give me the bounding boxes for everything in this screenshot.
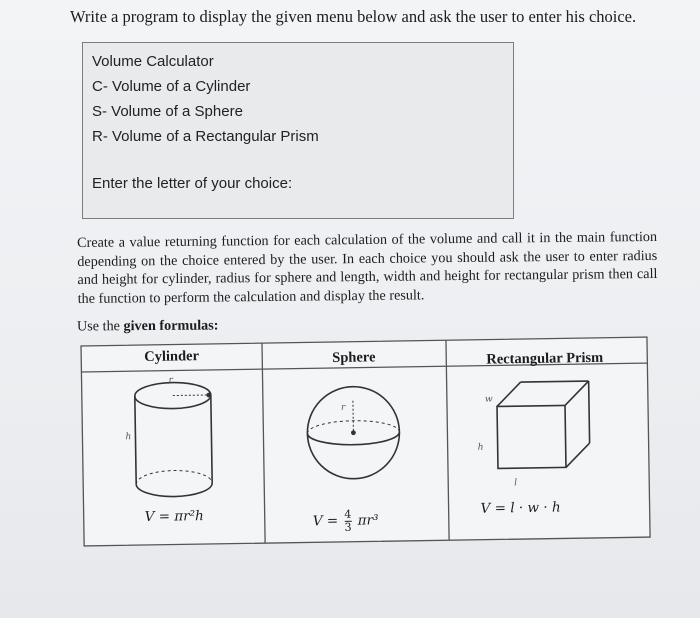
prism-length-label: l bbox=[514, 478, 518, 489]
menu-box bbox=[82, 42, 514, 219]
formulas-table bbox=[80, 336, 651, 548]
sphere-formula bbox=[313, 508, 379, 534]
sphere-fraction-denominator: 3 bbox=[344, 520, 352, 534]
cylinder-height-label: h bbox=[125, 432, 132, 443]
cylinder-radius-label: r bbox=[168, 375, 173, 386]
cylinder-formula: V = πr²h bbox=[144, 508, 204, 526]
sphere-title: Sphere bbox=[332, 349, 376, 367]
assignment-heading: Write a program to display the given menu below and ask the user to enter his choice. bbox=[70, 7, 637, 26]
prism-height-label: h bbox=[477, 442, 484, 453]
menu-prompt: Enter the letter of your choice: bbox=[92, 175, 293, 192]
sphere-fraction-numerator: 4 bbox=[344, 507, 352, 521]
sphere-radius-label: r bbox=[340, 402, 346, 413]
menu-option-cylinder: C- Volume of a Cylinder bbox=[92, 78, 251, 95]
sphere-formula-prefix: V = bbox=[312, 512, 339, 530]
formulas-label bbox=[77, 318, 219, 336]
sphere-fraction bbox=[344, 509, 351, 534]
formulas-label-prefix: Use the bbox=[76, 318, 121, 335]
menu-option-sphere: S- Volume of a Sphere bbox=[92, 103, 243, 120]
menu-title: Volume Calculator bbox=[92, 53, 214, 70]
instructions-paragraph: Create a value returning function for each calculation of the volume and call it in the main function depending on the choice entered by the user. In each choice you should ask the user to enter radius and height for cylinder, radius for sphere and length, width and height for rectangular prism then call the function to perform the calculation and display the result. bbox=[77, 228, 658, 307]
menu-option-prism: R- Volume of a Rectangular Prism bbox=[92, 128, 319, 145]
prism-width-label: w bbox=[484, 394, 493, 405]
formulas-label-bold: given formulas: bbox=[123, 317, 219, 335]
cylinder-title: Cylinder bbox=[144, 348, 200, 365]
prism-title: Rectangular Prism bbox=[486, 349, 604, 368]
sphere-formula-suffix: πr³ bbox=[357, 512, 379, 529]
prism-formula: V = l · w · h bbox=[480, 499, 561, 517]
